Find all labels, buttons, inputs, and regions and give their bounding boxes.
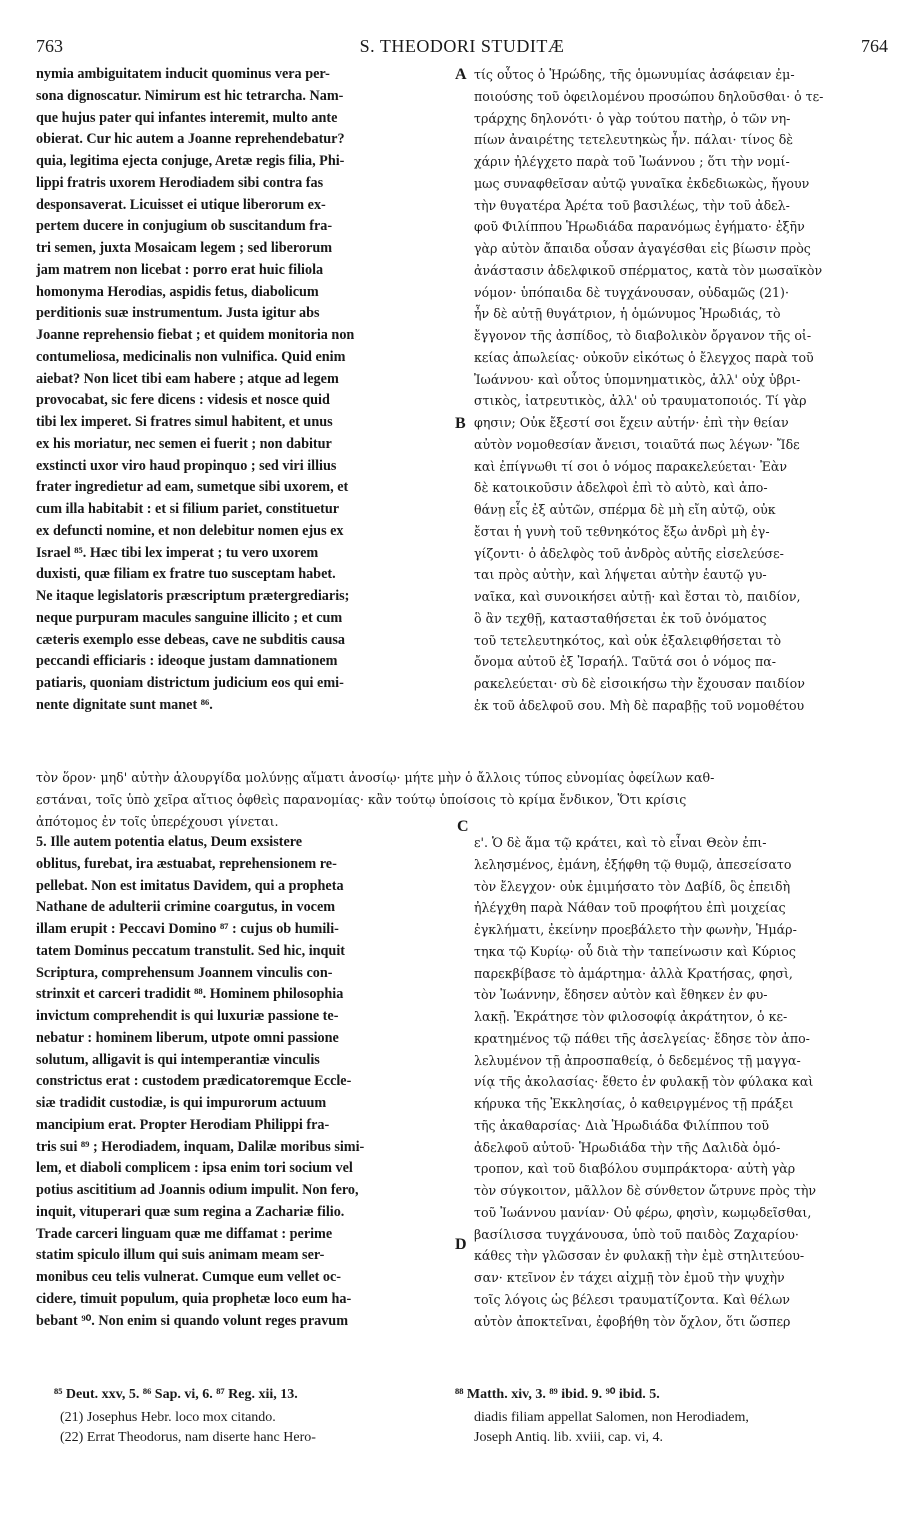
greek-full-width-passage [36,767,888,832]
text-line: ἀδελφοῦ αὐτοῦ· Ἡρωδιάδα τὴν τῆς Δαλιδὰ ὁμό- [474,1139,781,1155]
text-line: peccandi efficiaris : ideoque justam damnationem [36,653,338,670]
text-line: ἀνάστασιν ἀδελφικοῦ σπέρματος, κατὰ τὸν μωσαϊκὸν [474,262,823,278]
text-line: ὄνομα αὐτοῦ ἐξ Ἰσραήλ. Ταῦτά σοι ὁ νόμος πα- [474,654,777,670]
text-line: constrictus erat : custodem prædicatoremque Eccle- [36,1073,352,1090]
text-line: ε'. Ὁ δὲ ἅμα τῷ κράτει, καὶ τὸ εἶναι Θεὸν ἐπι- [474,835,767,850]
text-line: ρακελεύεται· σὺ δὲ εἰσοικήσω τὴν ἔχουσαν παιδίον [474,676,805,691]
text-line: ται πρὸς αὐτὴν, καὶ λήψεται αὐτὴν ἑαυτῷ γυ- [474,567,767,583]
editor-notes-left [60,1408,460,1448]
text-line: Israel ⁸⁵. Hæc tibi lex imperat ; tu vero uxorem [36,544,319,561]
text-line: αὐτὸν νομοθεσίαν ἄνεισι, τοιαῦτά πως λέγων· Ἴδε [474,436,800,452]
section-marker-c: C [457,818,469,835]
page-header [36,36,888,60]
text-line: obierat. Cur hic autem a Joanne reprehendebatur? [36,131,345,148]
text-line: Nathane de adulterii crimine coargutus, in vocem [36,899,336,916]
text-line: quia, legitima ejecta conjuge, Aretæ regis filia, Phi- [36,153,345,169]
text-line: εστάναι, τοῖς ὑπὸ χεῖρα αἴτιος ὀφθεὶς παρανομίας· κἂν τούτῳ ὑποίσοις τὸ κρίμα ἔνδικον, Ὅτι κρίσις [36,791,687,807]
text-line: ex defuncti nomine, et non delebitur nomen ejus ex [36,522,344,539]
text-line: τοῦ Ἰωάννου μανίαν· Οὐ φέρω, φησὶν, κωμῳδεῖσθαι, [474,1204,812,1220]
text-line: lem, et diaboli complicem : ipsa enim tori socium vel [36,1160,353,1177]
page-number-right: 764 [861,36,888,56]
text-line: ex his moriatur, nec semen ei fuerit ; non dabitur [36,435,332,452]
text-line: nebatur : hominem liberum, utpote omni passione [36,1029,339,1046]
section-marker-d: D [455,1236,467,1253]
text-line: κάθες τὴν γλῶσσαν ἐν φυλακῇ τὴν ἐμὲ στηλιτεύου- [474,1248,805,1264]
text-line: ἔσται ἡ γυνὴ τοῦ τεθνηκότος ἔξω ἀνδρὶ μὴ ἐγ- [474,523,770,539]
text-line: τράρχης δηλονότι· ὁ γὰρ τούτου πατὴρ, ὁ τῶν νη- [474,110,791,126]
text-line: tri semen, juxta Mosaicam legem ; sed liberorum [36,240,333,256]
text-line: τηκα τῷ Κυρίῳ· οὗ διὰ τὴν ταπείνωσιν καὶ Κύριος [474,943,796,959]
refs-line: ⁸⁵ Deut. xxv, 5. ⁸⁶ Sap. vi, 6. ⁸⁷ Reg. xii, 13. [54,1387,298,1402]
text-line: solutum, alligavit is qui intemperantiæ vinculis [36,1051,320,1068]
text-line: δὲ κατοικοῦσιν ἀδελφοὶ ἐπὶ τὸ αὐτὸ, καὶ ἀπο- [474,480,768,496]
text-line: Ne itaque legislatoris præscriptum prætergrediaris; [36,588,350,604]
text-line: potius ascititium ad Joannis odium impulit. Non fero, [36,1182,359,1198]
text-line: μως συναφθεῖσαν αὐτῷ γυναῖκα ἐκδεδιωκὼς, ἤγουν [474,175,810,191]
text-line: siæ tradidit custodiæ, is qui impurorum actuum [36,1095,327,1111]
text-line: strinxit et carceri tradidit ⁸⁸. Hominem philosophia [36,986,344,1003]
note-line: (21) Josephus Hebr. loco mox citando. [60,1410,276,1425]
text-line: tris sui ⁸⁹ ; Herodiadem, inquam, Dalilæ moribus simi- [36,1138,365,1155]
text-line: exstincti uxor viro haud propinquo ; sed viri illius [36,457,337,474]
latin-column-bottom [36,832,448,1332]
text-line: monibus ceu telis vulnerat. Cumque eum vellet oc- [36,1269,342,1285]
text-line: cidere, timuit populum, quia prophetæ loco eum ha- [36,1290,352,1307]
text-line: βασίλισσα τυγχάνουσα, ὑπὸ τοῦ παιδὸς Ζαχαρίου· [474,1226,799,1242]
section-marker-b: B [455,415,466,432]
text-line: invictum comprehendit is qui luxuriæ passione te- [36,1008,339,1024]
text-line: mancipium erat. Propter Herodiam Philippi fra- [36,1116,330,1133]
text-line: aiebat? Non licet tibi eam habere ; atque ad legem [36,370,339,387]
text-line: illam erupit : Peccavi Domino ⁸⁷ : cujus ob humili- [36,921,339,937]
text-line: Joanne reprehensio fiebat ; et quidem monitoria non [36,327,355,343]
text-line: χάριν ἠλέγχετο παρὰ τοῦ Ἰωάννου ; ὅτι τὴν νομί- [474,154,790,169]
text-line: ἀπότομος ἐν τοῖς ὑπερέχουσι γίνεται. [36,813,279,829]
note-line: (22) Errat Theodorus, nam diserte hanc Hero- [60,1430,316,1445]
text-line: oblitus, furebat, ira æstuabat, reprehensionem re- [36,855,337,872]
greek-column-bottom [474,832,888,1332]
text-line: στικὸς, ἰατρευτικὸς, ἀλλ' οὐ τραυματοποιός. Τί γὰρ [474,393,807,409]
text-line: πίων ἀναιρέτης τετελευτηκὼς ἦν. πάλαι· τίνος δὲ [474,132,794,148]
text-line: κήρυκα τῆς Ἐκκλησίας, ὁ καθειργμένος τῇ πράξει [474,1096,794,1111]
text-line: pertem ducere in conjugium ob suscitandum fra- [36,218,333,235]
text-line: τοῦ τετελευτηκότος, καὶ οὐκ ἐξαλειφθήσεται τὸ [474,632,782,648]
text-line: homonyma Herodias, aspidis fetus, diabolicum [36,283,319,300]
text-line: τὸν Ἰωάννην, ἔδησεν αὐτὸν καὶ ἔθηκεν ἐν φυ- [474,987,768,1003]
text-line: κρατημένος τῷ πάθει τῆς ἀσελγείας· ἔδησε τὸν ἀπο- [474,1030,810,1046]
note-line: diadis filiam appellat Salomen, non Herodiadem, [474,1410,749,1425]
text-line: cum illa habitabit : et si filium pariet, constituetur [36,501,340,517]
text-line: τὸν σύγκοιτον, μᾶλλον δὲ σύνθετον ὤτρυνε πρὸς τὴν [474,1183,817,1198]
text-line: ἔγγονον τῆς ἀσπίδος, τὸ διαβολικὸν ὄργανον τῆς οἰ- [474,328,812,343]
text-line: Ἰωάννου· καὶ οὗτος ὑπομνηματικὸς, ἀλλ' οὐχ ὑβρι- [474,371,801,387]
text-line: ναῖκα, καὶ συνοικήσει αὐτῇ· καὶ ἔσται τὸ, παιδίον, [474,589,801,604]
text-line: τὸν ὅρον· μηδ' αὐτὴν ἁλουργίδα μολύνῃς αἵματι ἀνοσίῳ· μήτε μὴν ὁ ἄλλοις τύπος εὐνομίας ὀφείλων καθ- [36,770,715,785]
text-line: patiaris, quoniam districtum judicium eos qui emi- [36,675,344,691]
latin-column-top [36,64,448,717]
text-line: λελησμένος, ἐμάνη, ἐξήφθη τῷ θυμῷ, ἀπεσείσατο [474,856,792,872]
page-number-left: 763 [36,36,63,56]
text-line: tatem Dominus peccatum transtulit. Sed hic, inquit [36,942,345,959]
text-line: τῆς ἀκαθαρσίας· Διὰ Ἡρωδιάδα Φιλίππου τοῦ [474,1117,770,1133]
text-line: pellebat. Non est imitatus Davidem, qui a propheta [36,877,344,894]
scripture-refs-left [54,1385,454,1405]
text-line: nente dignitate sunt manet ⁸⁶. [36,696,213,713]
text-line: Scriptura, comprehensum Joannem vinculis con- [36,964,333,981]
text-line: ὃ ἂν τεχθῇ, κατασταθήσεται ἐκ τοῦ ὀνόματος [474,610,767,626]
text-line: τροπον, καὶ τοῦ διαβόλου συμπράκτορα· αὐτὴ γὰρ [474,1161,796,1177]
greek-column-top [474,64,888,717]
text-line: desponsaverat. Licuisset ei utique liberorum ex- [36,196,326,213]
text-line: duxisti, quæ filiam ex fratre tuo susceptam habet. [36,566,336,583]
text-line: νίᾳ τῆς ἀκολασίας· ἔθετο ἐν φυλακῇ τὸν φύλακα καὶ [474,1074,814,1090]
text-line: φησιν; Οὐκ ἔξεστί σοι ἔχειν αὐτήν· ἐπὶ τὴν θείαν [474,415,789,430]
text-line: σαν· κτεῖνον ἐν τάχει αἰχμῇ τὸν ἐμοῦ τὴν ψυχὴν [474,1270,785,1285]
text-line: ἠλέγχθη παρὰ Νάθαν τοῦ προφήτου ἐπὶ μοιχείας [474,900,786,916]
text-line: 5. Ille autem potentia elatus, Deum exsistere [36,834,303,850]
text-line: παρεκβίβασε τὸ ἁμάρτημα· ἀλλὰ Κρατήσας, φησὶ, [474,965,793,981]
text-line: Trade carceri linguam quæ me diffamat : perime [36,1225,333,1242]
text-line: neque purpuram macules sanguine illicito ; et cum [36,609,343,626]
note-line: Joseph Antiq. lib. xviii, cap. vi, 4. [474,1430,663,1445]
text-line: τὴν θυγατέρα Ἀρέτα τοῦ βασιλέως, τὴν τοῦ ἀδελ- [474,197,790,213]
text-line: ἦν δὲ αὐτῇ θυγάτριον, ἡ ὁμώνυμος Ἡρωδιάς, τὸ [474,306,781,322]
text-line: ποιούσης τοῦ ὀφειλομένου προσώπου δηλοῦσθαι· ὁ τε- [474,88,824,104]
text-line: γὰρ αὐτὸν ἄπαιδα οὖσαν ἀγαγέσθαι εἰς βίωσιν πρὸς [474,241,811,256]
text-line: contumeliosa, medicinalis non vulnifica. Quid enim [36,348,346,365]
text-line: καὶ ἐπίγνωθι τί σοι ὁ νόμος παρακελεύεται· Ἐὰν [474,458,788,474]
scripture-refs-right [455,1385,885,1405]
text-line: ἐγκλήματι, ἐκείνην προεβάλετο τὴν φωνὴν, Ἡμάρ- [474,922,797,937]
text-line: perditionis suæ instrumentum. Justa igitur abs [36,305,320,322]
text-line: τὸν ἔλεγχον· οὐκ ἐμιμήσατο τὸν Δαβίδ, ὃς ἐπειδὴ [474,878,791,894]
text-line: cæteris exemplo esse debeas, cave ne subditis causa [36,631,345,648]
text-line: jam matrem non licebat : porro erat huic filiola [36,261,324,278]
running-title: S. THEODORI STUDITÆ [359,36,565,56]
text-line: λελυμένον τῇ ἀπροσπαθείᾳ, ὁ δεδεμένος τῇ μαγγα- [474,1052,801,1068]
text-line: sona dignoscatur. Nimirum est hic tetrarcha. Nam- [36,87,344,104]
section-marker-a: A [455,66,467,83]
text-line: bebant ⁹⁰. Non enim si quando volunt reges pravum [36,1312,349,1329]
text-line: tibi lex imperet. Si fratres simul habitent, et unus [36,414,333,430]
editor-notes-right [474,1408,888,1448]
refs-line: ⁸⁸ Matth. xiv, 3. ⁸⁹ ibid. 9. ⁹⁰ ibid. 5. [455,1387,660,1402]
text-line: frater ingredietur ad eam, sumetque sibi uxorem, et [36,479,349,496]
text-line: φοῦ Φιλίππου Ἡρωδιάδα παρανόμως ἐγήματο· ἐξῆν [474,219,805,235]
text-line: provocabat, sic fere dicens : videsis et nosce quid [36,392,330,409]
text-line: γίζοντι· ὁ ἀδελφὸς τοῦ ἀνδρὸς αὐτῆς εἰσελεύσε- [474,545,784,561]
text-line: ἐκ τοῦ ἀδελφοῦ σου. Μὴ δὲ παραβῇς τοῦ νομοθέτου [474,697,805,713]
text-line: τίς οὗτος ὁ Ἡρώδης, τῆς ὁμωνυμίας ἀσάφειαν ἐμ- [474,67,795,82]
text-line: que hujus pater qui infantes interemit, multo ante [36,109,338,126]
text-line: nymia ambiguitatem inducit quominus vera per- [36,66,330,82]
text-line: κείας ἀπωλείας· οὐκοῦν εἰκότως ὁ ἔλεγχος παρὰ τοῦ [474,349,814,365]
text-line: statim spiculo illum qui suis animam meam ser- [36,1247,325,1264]
text-line: τοῖς λόγοις ὡς βέλεσι τραυματίζοντα. Καὶ θέλων [474,1291,790,1307]
text-line: inquit, vituperari quæ sum regina a Zachariæ filio. [36,1203,345,1220]
text-line: αὐτὸν ἀποκτεῖναι, ἐφοβήθη τὸν ὄχλον, ὅτι ὥσπερ [474,1313,791,1329]
text-line: νόμον· ὑπόπαιδα δὲ τυγχάνουσαν, οὐδαμῶς (21)· [474,284,789,300]
text-line: θάνῃ εἷς ἐξ αὐτῶν, σπέρμα δὲ μὴ εἴη αὐτῷ, οὐκ [474,502,776,517]
text-line: lippi fratris uxorem Herodiadem sibi contra fas [36,174,324,191]
text-line: λακῇ. Ἐκράτησε τὸν φιλοσοφίᾳ ἀκράτητον, ὁ κε- [474,1009,788,1024]
